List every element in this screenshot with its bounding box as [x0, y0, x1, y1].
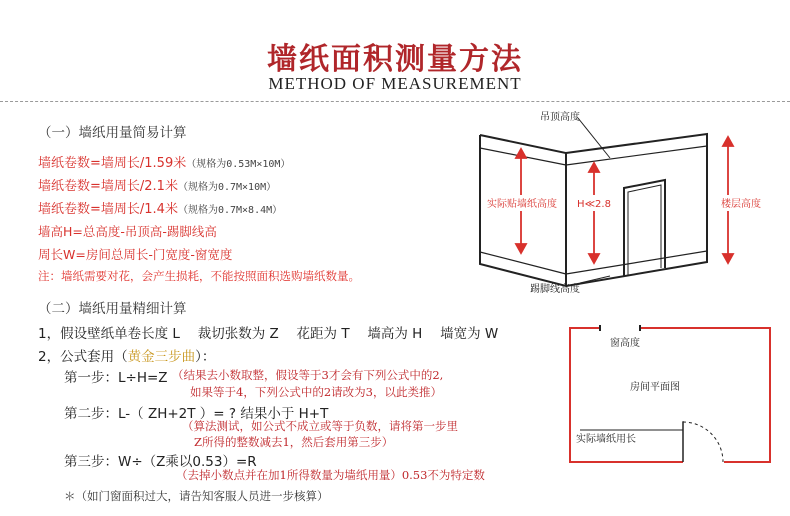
door-swing [683, 422, 723, 462]
step-3: 第三步：W÷（Z乘以0.53）=R [64, 454, 257, 470]
skirting-height-label: 踢脚线高度 [530, 284, 580, 295]
h-label: H≪2.8 [577, 199, 611, 210]
section2-heading: （二）墙纸用量精细计算 [38, 301, 187, 317]
window-height-label: 窗高度 [610, 338, 640, 349]
assumptions-line: 1，假设壁纸单卷长度 L 裁切张数为 Z 花距为 T 墙高为 H 墙宽为 W [38, 326, 499, 342]
wall-height-def: 墙高H=总高度-吊顶高-踢脚线高 [38, 224, 217, 239]
page-subtitle: METHOD OF MEASUREMENT [268, 74, 522, 93]
formula-3-text: 墙纸卷数=墙周长/1.4米 [38, 202, 178, 217]
formula-2-spec: （规格为0.7M×10M） [177, 182, 277, 193]
formula-line [38, 345, 215, 365]
room-plan-label: 房间平面图 [630, 382, 680, 393]
step-2-note-b: Z所得的整数减去1，然后套用第三步） [194, 435, 394, 449]
step-2-note-a: （算法测试，如公式不成立或等于负数，请将第一步里 [182, 419, 458, 433]
formula-1-text: 墙纸卷数=墙周长/1.59米 [38, 156, 187, 171]
divider [0, 101, 790, 102]
step-1-note-a: （结果去小数取整，假设等于3才会有下列公式中的2, [172, 368, 444, 382]
formula-line-suffix: ）： [195, 349, 216, 365]
page-title: 墙纸面积测量方法 [267, 42, 523, 77]
actual-height-label: 实际贴墙纸高度 [487, 199, 557, 210]
step-3-note: （去掉小数点并在加1所得数量为墙纸用量）0.53不为特定数 [176, 468, 485, 482]
actual-length-label: 实际墙纸用长 [576, 434, 636, 445]
formula-2-text: 墙纸卷数=墙周长/2.1米 [38, 179, 178, 194]
formula-1 [38, 152, 290, 171]
section1-heading: （一）墙纸用量简易计算 [38, 125, 187, 141]
floor-plan-diagram [560, 318, 785, 468]
ceiling-height-label: 吊顶高度 [540, 112, 580, 123]
floor-height-label: 楼层高度 [721, 199, 761, 210]
step-1: 第一步：L÷H=Z [64, 370, 168, 386]
formula-line-prefix: 2，公式套用（ [38, 349, 128, 365]
step-2: 第二步：L-（ ZH+2T ）= ? 结果小于 H+T [64, 406, 329, 422]
formula-1-spec: （规格为0.53M×10M） [186, 159, 291, 170]
note: 注：墙纸需要对花，会产生损耗，不能按照面积选购墙纸数量。 [38, 269, 360, 283]
perimeter-def: 周长W=房间总周长-门宽度-窗宽度 [38, 247, 233, 262]
room-elevation-diagram [460, 108, 790, 298]
ceiling-leader [578, 118, 610, 158]
golden-three-steps: 黄金三步曲 [127, 349, 196, 365]
formula-3-spec: （规格为0.7M×8.4M） [177, 205, 283, 216]
step-1-note-b: 如果等于4，下列公式中的2请改为3，以此类推） [190, 385, 442, 399]
formula-2 [38, 175, 276, 194]
formula-3 [38, 198, 282, 217]
footnote: ＊（如门窗面积过大，请告知客服人员进一步核算） [64, 489, 329, 503]
